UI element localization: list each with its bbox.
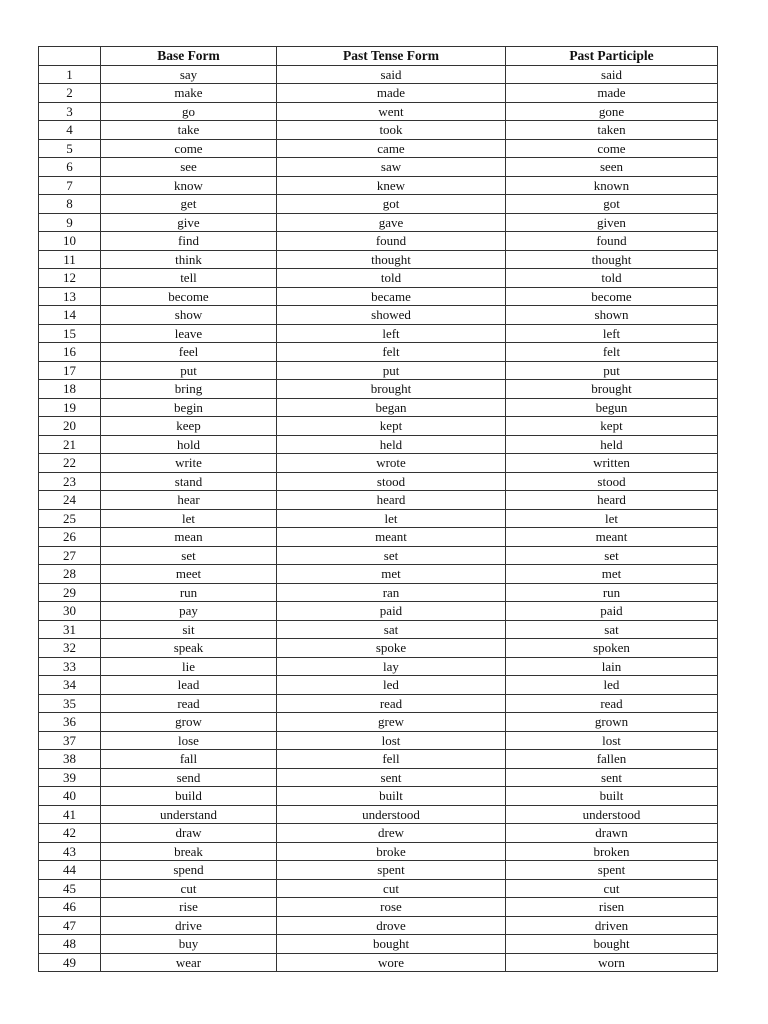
past-tense-cell: met [277, 565, 506, 584]
irregular-verbs-table [38, 46, 718, 972]
past-tense-cell: read [277, 694, 506, 713]
header-base-form: Base Form [101, 47, 277, 66]
base-form-cell: let [101, 509, 277, 528]
past-tense-cell: found [277, 232, 506, 251]
past-tense-cell: led [277, 676, 506, 695]
past-participle-cell: written [506, 454, 718, 473]
past-participle-cell: lost [506, 731, 718, 750]
past-tense-cell: went [277, 102, 506, 121]
base-form-cell: spend [101, 861, 277, 880]
table-row [39, 454, 718, 473]
row-number: 2 [39, 84, 101, 103]
past-participle-cell: set [506, 546, 718, 565]
table-row [39, 898, 718, 917]
past-tense-cell: said [277, 65, 506, 84]
base-form-cell: read [101, 694, 277, 713]
row-number: 41 [39, 805, 101, 824]
past-participle-cell: given [506, 213, 718, 232]
row-number: 13 [39, 287, 101, 306]
past-participle-cell: thought [506, 250, 718, 269]
table-row [39, 195, 718, 214]
row-number: 26 [39, 528, 101, 547]
header-number [39, 47, 101, 66]
base-form-cell: cut [101, 879, 277, 898]
table-row [39, 232, 718, 251]
row-number: 29 [39, 583, 101, 602]
base-form-cell: know [101, 176, 277, 195]
past-tense-cell: bought [277, 935, 506, 954]
row-number: 5 [39, 139, 101, 158]
past-participle-cell: spoken [506, 639, 718, 658]
base-form-cell: take [101, 121, 277, 140]
base-form-cell: make [101, 84, 277, 103]
table-row [39, 583, 718, 602]
table-row [39, 879, 718, 898]
past-participle-cell: grown [506, 713, 718, 732]
table-row [39, 565, 718, 584]
past-tense-cell: knew [277, 176, 506, 195]
base-form-cell: fall [101, 750, 277, 769]
past-participle-cell: worn [506, 953, 718, 972]
row-number: 10 [39, 232, 101, 251]
base-form-cell: grow [101, 713, 277, 732]
table-row [39, 435, 718, 454]
table-row [39, 676, 718, 695]
table-row [39, 620, 718, 639]
row-number: 35 [39, 694, 101, 713]
row-number: 9 [39, 213, 101, 232]
table-row [39, 158, 718, 177]
row-number: 33 [39, 657, 101, 676]
past-tense-cell: left [277, 324, 506, 343]
row-number: 18 [39, 380, 101, 399]
row-number: 38 [39, 750, 101, 769]
table-row [39, 121, 718, 140]
past-participle-cell: understood [506, 805, 718, 824]
base-form-cell: break [101, 842, 277, 861]
row-number: 45 [39, 879, 101, 898]
past-tense-cell: sat [277, 620, 506, 639]
base-form-cell: bring [101, 380, 277, 399]
base-form-cell: hold [101, 435, 277, 454]
table-row [39, 84, 718, 103]
base-form-cell: write [101, 454, 277, 473]
table-row [39, 509, 718, 528]
past-tense-cell: spent [277, 861, 506, 880]
past-tense-cell: held [277, 435, 506, 454]
row-number: 16 [39, 343, 101, 362]
table-row [39, 139, 718, 158]
base-form-cell: drive [101, 916, 277, 935]
row-number: 19 [39, 398, 101, 417]
past-participle-cell: lain [506, 657, 718, 676]
past-tense-cell: grew [277, 713, 506, 732]
past-participle-cell: led [506, 676, 718, 695]
past-participle-cell: heard [506, 491, 718, 510]
past-tense-cell: took [277, 121, 506, 140]
past-participle-cell: paid [506, 602, 718, 621]
table-row [39, 213, 718, 232]
past-participle-cell: broken [506, 842, 718, 861]
past-participle-cell: spent [506, 861, 718, 880]
table-row [39, 65, 718, 84]
past-tense-cell: lost [277, 731, 506, 750]
table-row [39, 417, 718, 436]
base-form-cell: tell [101, 269, 277, 288]
past-tense-cell: understood [277, 805, 506, 824]
past-tense-cell: sent [277, 768, 506, 787]
base-form-cell: run [101, 583, 277, 602]
row-number: 40 [39, 787, 101, 806]
past-participle-cell: built [506, 787, 718, 806]
past-participle-cell: stood [506, 472, 718, 491]
base-form-cell: speak [101, 639, 277, 658]
past-tense-cell: told [277, 269, 506, 288]
table-row [39, 805, 718, 824]
past-participle-cell: bought [506, 935, 718, 954]
past-participle-cell: known [506, 176, 718, 195]
past-participle-cell: kept [506, 417, 718, 436]
row-number: 30 [39, 602, 101, 621]
base-form-cell: keep [101, 417, 277, 436]
row-number: 42 [39, 824, 101, 843]
past-tense-cell: let [277, 509, 506, 528]
past-tense-cell: lay [277, 657, 506, 676]
past-participle-cell: felt [506, 343, 718, 362]
past-participle-cell: sat [506, 620, 718, 639]
row-number: 28 [39, 565, 101, 584]
base-form-cell: give [101, 213, 277, 232]
row-number: 46 [39, 898, 101, 917]
table-row [39, 491, 718, 510]
header-past-tense-form: Past Tense Form [277, 47, 506, 66]
row-number: 17 [39, 361, 101, 380]
past-participle-cell: found [506, 232, 718, 251]
row-number: 31 [39, 620, 101, 639]
row-number: 14 [39, 306, 101, 325]
row-number: 20 [39, 417, 101, 436]
header-row [39, 47, 718, 66]
row-number: 24 [39, 491, 101, 510]
header-past-participle: Past Participle [506, 47, 718, 66]
past-tense-cell: kept [277, 417, 506, 436]
base-form-cell: become [101, 287, 277, 306]
table-row [39, 546, 718, 565]
base-form-cell: send [101, 768, 277, 787]
row-number: 15 [39, 324, 101, 343]
past-participle-cell: run [506, 583, 718, 602]
base-form-cell: lie [101, 657, 277, 676]
base-form-cell: draw [101, 824, 277, 843]
table-row [39, 324, 718, 343]
base-form-cell: pay [101, 602, 277, 621]
row-number: 8 [39, 195, 101, 214]
base-form-cell: sit [101, 620, 277, 639]
past-participle-cell: made [506, 84, 718, 103]
table-row [39, 398, 718, 417]
base-form-cell: find [101, 232, 277, 251]
past-tense-cell: brought [277, 380, 506, 399]
base-form-cell: get [101, 195, 277, 214]
row-number: 34 [39, 676, 101, 695]
past-tense-cell: rose [277, 898, 506, 917]
row-number: 22 [39, 454, 101, 473]
base-form-cell: put [101, 361, 277, 380]
row-number: 3 [39, 102, 101, 121]
past-participle-cell: meant [506, 528, 718, 547]
base-form-cell: set [101, 546, 277, 565]
base-form-cell: think [101, 250, 277, 269]
row-number: 25 [39, 509, 101, 528]
past-participle-cell: got [506, 195, 718, 214]
past-tense-cell: ran [277, 583, 506, 602]
base-form-cell: buy [101, 935, 277, 954]
base-form-cell: see [101, 158, 277, 177]
row-number: 21 [39, 435, 101, 454]
base-form-cell: say [101, 65, 277, 84]
table-row [39, 528, 718, 547]
past-participle-cell: become [506, 287, 718, 306]
table-row [39, 343, 718, 362]
past-tense-cell: felt [277, 343, 506, 362]
row-number: 27 [39, 546, 101, 565]
past-tense-cell: drew [277, 824, 506, 843]
table-row [39, 602, 718, 621]
past-participle-cell: sent [506, 768, 718, 787]
table-row [39, 713, 718, 732]
table-row [39, 694, 718, 713]
table-row [39, 842, 718, 861]
past-participle-cell: seen [506, 158, 718, 177]
past-tense-cell: cut [277, 879, 506, 898]
past-participle-cell: shown [506, 306, 718, 325]
past-participle-cell: told [506, 269, 718, 288]
base-form-cell: begin [101, 398, 277, 417]
row-number: 7 [39, 176, 101, 195]
table-row [39, 750, 718, 769]
table-row [39, 269, 718, 288]
base-form-cell: stand [101, 472, 277, 491]
base-form-cell: show [101, 306, 277, 325]
past-participle-cell: begun [506, 398, 718, 417]
row-number: 37 [39, 731, 101, 750]
past-participle-cell: fallen [506, 750, 718, 769]
past-tense-cell: heard [277, 491, 506, 510]
past-participle-cell: let [506, 509, 718, 528]
table-row [39, 176, 718, 195]
table-row [39, 953, 718, 972]
base-form-cell: lose [101, 731, 277, 750]
table-row [39, 102, 718, 121]
table-body [39, 65, 718, 972]
past-tense-cell: saw [277, 158, 506, 177]
row-number: 12 [39, 269, 101, 288]
base-form-cell: mean [101, 528, 277, 547]
row-number: 39 [39, 768, 101, 787]
table-row [39, 380, 718, 399]
past-participle-cell: risen [506, 898, 718, 917]
row-number: 32 [39, 639, 101, 658]
past-participle-cell: gone [506, 102, 718, 121]
past-tense-cell: began [277, 398, 506, 417]
past-participle-cell: come [506, 139, 718, 158]
table-row [39, 657, 718, 676]
table-row [39, 916, 718, 935]
table-row [39, 472, 718, 491]
table-row [39, 787, 718, 806]
base-form-cell: build [101, 787, 277, 806]
table-row [39, 768, 718, 787]
base-form-cell: leave [101, 324, 277, 343]
past-participle-cell: left [506, 324, 718, 343]
table-row [39, 639, 718, 658]
past-participle-cell: driven [506, 916, 718, 935]
base-form-cell: understand [101, 805, 277, 824]
row-number: 48 [39, 935, 101, 954]
past-tense-cell: broke [277, 842, 506, 861]
past-participle-cell: said [506, 65, 718, 84]
past-tense-cell: stood [277, 472, 506, 491]
past-participle-cell: read [506, 694, 718, 713]
base-form-cell: meet [101, 565, 277, 584]
table-row [39, 861, 718, 880]
row-number: 47 [39, 916, 101, 935]
past-tense-cell: meant [277, 528, 506, 547]
base-form-cell: wear [101, 953, 277, 972]
past-tense-cell: became [277, 287, 506, 306]
past-tense-cell: drove [277, 916, 506, 935]
past-tense-cell: thought [277, 250, 506, 269]
past-participle-cell: put [506, 361, 718, 380]
base-form-cell: go [101, 102, 277, 121]
past-tense-cell: put [277, 361, 506, 380]
row-number: 1 [39, 65, 101, 84]
past-tense-cell: gave [277, 213, 506, 232]
base-form-cell: lead [101, 676, 277, 695]
past-participle-cell: cut [506, 879, 718, 898]
table-row [39, 287, 718, 306]
base-form-cell: feel [101, 343, 277, 362]
table-row [39, 731, 718, 750]
past-participle-cell: taken [506, 121, 718, 140]
past-tense-cell: fell [277, 750, 506, 769]
past-participle-cell: held [506, 435, 718, 454]
row-number: 4 [39, 121, 101, 140]
row-number: 43 [39, 842, 101, 861]
past-tense-cell: paid [277, 602, 506, 621]
row-number: 49 [39, 953, 101, 972]
table-row [39, 361, 718, 380]
past-participle-cell: drawn [506, 824, 718, 843]
past-tense-cell: came [277, 139, 506, 158]
past-tense-cell: built [277, 787, 506, 806]
row-number: 44 [39, 861, 101, 880]
row-number: 23 [39, 472, 101, 491]
row-number: 6 [39, 158, 101, 177]
base-form-cell: hear [101, 491, 277, 510]
table-row [39, 306, 718, 325]
table-row [39, 935, 718, 954]
past-tense-cell: wore [277, 953, 506, 972]
base-form-cell: rise [101, 898, 277, 917]
past-participle-cell: brought [506, 380, 718, 399]
past-participle-cell: met [506, 565, 718, 584]
table-row [39, 824, 718, 843]
past-tense-cell: made [277, 84, 506, 103]
past-tense-cell: wrote [277, 454, 506, 473]
past-tense-cell: got [277, 195, 506, 214]
table-row [39, 250, 718, 269]
past-tense-cell: showed [277, 306, 506, 325]
past-tense-cell: spoke [277, 639, 506, 658]
row-number: 11 [39, 250, 101, 269]
row-number: 36 [39, 713, 101, 732]
base-form-cell: come [101, 139, 277, 158]
past-tense-cell: set [277, 546, 506, 565]
